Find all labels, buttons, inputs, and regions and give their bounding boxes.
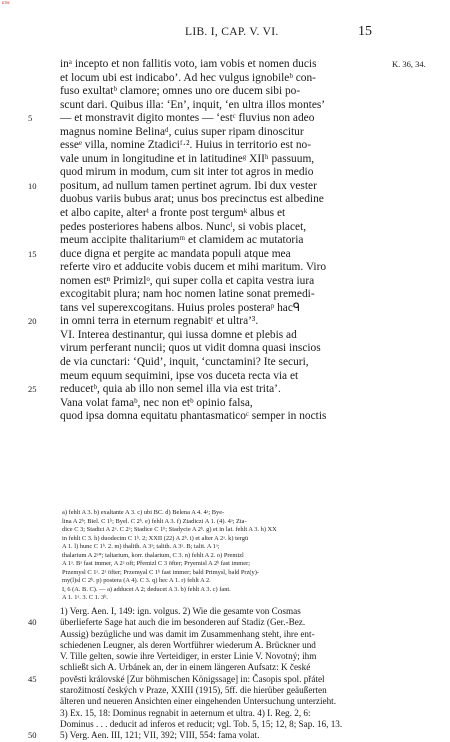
note-text: älteren und neueren Ansichten einer eingehenden Untersuchung unterzieht. [60, 696, 337, 707]
main-text [28, 58, 426, 424]
line-text: inᵃ incepto et non fallitis voto, iam vobis et nomen ducis [60, 58, 317, 70]
line-text: et albo capite, alterⁱ a fronte post tergumᵏ albus et [60, 207, 286, 220]
line-text: — et monstravit digito montes — ‘estᶜ fluvius non adeo [60, 112, 315, 125]
line-text: reducetᵇ, quia ab illo non semel illa via est trita’. [60, 383, 281, 396]
line-number: 40 [28, 617, 37, 628]
running-header [0, 26, 450, 42]
text-line [28, 383, 380, 397]
line-number: 45 [28, 673, 37, 684]
text-line [60, 397, 380, 411]
note-text: 1) Verg. Aen. I, 149: ign. volgus. 2) Wie die gesamte von Cosmas [60, 606, 301, 616]
note-text: schließt sich A. Urbánek an, der in einem längeren Aufsatz: K české [60, 662, 311, 673]
apparatus-line: my(l)sl C 2ᵇ. p) postera (A 4). C 3. q) hec A 1. r) fehlt A 2. [62, 577, 211, 585]
text-line [60, 275, 380, 289]
note-line [28, 617, 390, 628]
line-text: VI. Interea destinantur, qui iussa domne et plebis ad [60, 328, 297, 341]
line-text: nomen estⁿ Primizlᵒ, qui super colla et capita vestra iura [60, 274, 315, 287]
text-line [60, 153, 380, 167]
text-line [60, 329, 380, 343]
line-number: 20 [28, 316, 37, 327]
text-line [28, 247, 380, 262]
apparatus-line: dice C 3; Stadici A 2ᵃ. C 2ᵃ; Stadice C 1ᵇ; Stadycie A 2ᵇ. g) et in lat. fehlt A 3. h) XX [62, 526, 277, 534]
text-line [60, 410, 380, 424]
line-text: magnus nomine Belinaᵈ, cuius super ripam dinoscitur [60, 125, 304, 138]
line-text: quod mirum in modum, cum sit inter tot agros in medio [60, 166, 314, 179]
line-number: 10 [28, 180, 37, 191]
line-text: pedes posteriores habens albos. Nuncˡ, si vobis placet, [60, 220, 307, 233]
text-line [60, 193, 380, 207]
note-text: starožitností českých v Praze, XXIII (1915), 5ff. die hierüber geäußerten [60, 685, 327, 696]
note-line [60, 685, 390, 696]
line-number: 15 [28, 248, 37, 259]
line-text: in omni terra in eternum regnabitʳ et ultra’³. [60, 315, 259, 328]
note-line [60, 629, 390, 640]
text-line [60, 139, 380, 153]
line-number: 50 [28, 730, 37, 741]
note-line [60, 719, 390, 730]
text-line [60, 234, 380, 248]
note-text: Aussig) bezügliche und was damit im Zusammenhang steht, ihre ent- [60, 628, 315, 639]
note-text: überlieferte Sage hat auch die im besonderen auf Stadiz (Ger.-Bez. [60, 617, 306, 628]
text-line [60, 58, 426, 72]
note-line [60, 640, 390, 651]
line-text: excogitabit plura; nam hoc nomen latine sonat premedi- [60, 288, 315, 301]
line-text: virum perferant nuncii; quos ut vidit domna quasi inscios [60, 342, 321, 355]
apparatus-line: A 1ᵃ. Bᵃ fast immer, A 2ᵃ oft; Přemizl C 3 öfter; Pryemisl A 2ᵇ fast immer; [62, 560, 251, 568]
note-line [28, 730, 390, 741]
apparatus-line: A 1. l) hunc C 1ᵇ. 2. m) thalith. A 3ᵃ; talith. A 3ᵃ. B; talit. A 1ᵃ; [62, 543, 220, 551]
line-number: 5 [28, 113, 33, 124]
apparatus-line: A 1. 1ᵃ. 3. C 1. 3ᵇ. [62, 594, 108, 602]
text-line [60, 126, 380, 140]
text-line [60, 288, 380, 302]
text-line [60, 261, 380, 275]
text-line [60, 72, 380, 86]
apparatus-line: thalarium A 2ᵃ*; taltarium, korr. thalarium, C 3. n) fehlt A 2. o) Premizl [62, 551, 244, 559]
apparatus-line: a) fehlt A 3. b) exaltante A 3. c) ubi BC. d) Belena A 4. 4ᵃ; Bye- [62, 509, 225, 516]
text-line [60, 370, 380, 384]
note-text: Dominus . . . deducit ad inferos et reducit; vgl. Tob. 5, 15; 12, 8; Sap. 16, 13. [60, 718, 343, 729]
margin-reference: K. 36, 34. [392, 59, 426, 69]
text-line [60, 342, 380, 356]
text-line [60, 207, 380, 221]
line-text: referte viro et adducite vobis ducem et mihi maritum. Viro [60, 261, 327, 274]
line-text: duce digna et pergite ac mandata populi atque mea [60, 247, 291, 260]
line-text: meum accipite thalitariumᵐ et clamidem ac mutatoria [60, 234, 304, 247]
text-line [28, 315, 380, 329]
line-text: duobus variis bubus arat; unus bos precinctus est albedine [60, 193, 324, 206]
text-line [60, 166, 380, 180]
apparatus-line: Przemysl C 1ᵃ. 2ᵃ öfter; Przemyal C 1ᵇ fast immer; bald Primysl, bald Prz(y)- [62, 568, 259, 576]
apparatus-line: lina A 2ᵇ; Biel. C 1ᵇ; Byel. C 2ᵇ. e) fehlt A 3. f) Ztadiczi A 1. (4). 4ᵃ; Zta- [62, 517, 247, 525]
text-line [60, 99, 380, 113]
note-line [60, 651, 390, 662]
line-text: quod ipsa domna equitatu phantasmaticoᶜ semper in noctis [60, 410, 327, 423]
line-text: et locum ubi est indicabo’. Ad hec vulgus ignobileᵇ con- [60, 71, 316, 84]
note-line [28, 673, 390, 685]
text-line [60, 85, 380, 99]
note-text: schiedenen Leugner, als deren Wortführer wiederum A. Brückner und [60, 639, 316, 650]
apparatus-line: I, 6 (A. B. C). — a) adducet A 2; deducet A 3. b) fehlt A 3. c) fant. [62, 585, 231, 593]
text-line [28, 179, 380, 194]
note-text: V. Tille gelten, sowie ihre Verteidiger, in erster Linie V. Novotný; ihm [60, 651, 317, 662]
line-text: de via cunctari: ‘Quid’, inquit, ‘cunctamini? Ite securi, [60, 356, 309, 369]
text-line [60, 302, 380, 316]
line-text: meum equum sequimini, ipse vos duceta recta via et [60, 369, 299, 382]
corner-mark: ᴇᴛᴍ [2, 1, 10, 6]
page-number: 15 [358, 24, 372, 39]
line-number: 25 [28, 384, 37, 395]
note-line [60, 696, 390, 707]
line-text: Vana volat famaᵇ, nec non etᵇ opinio falsa, [60, 396, 253, 409]
text-line [60, 221, 380, 235]
note-text: 3) Ex. 15, 18: Dominus regnabit in aeternum et ultra. 4) I. Reg. 2, 6: [60, 707, 311, 718]
note-line [60, 606, 390, 617]
line-text: scunt dari. Quibus illa: ‘En’, inquit, ‘en ultra illos montes’ [60, 98, 326, 111]
line-text: tans vel superexcogitans. Huius proles posteraᵖ hacᑫ [60, 301, 301, 314]
note-line [60, 662, 390, 673]
line-text: positum, ad nullum tamen pertinet agrum. Ibi dux vester [60, 179, 317, 192]
text-line [28, 112, 380, 126]
line-text: fuso exultatᵇ clamore; omnes uno ore ducem sibi po- [60, 85, 301, 98]
line-text: vale unum in longitudine et in latitudineᵍ XIIʰ passuum, [60, 152, 315, 165]
note-text: 5) Verg. Aen. III, 121; VII, 392; VIII, 554: fama volat. [60, 730, 260, 741]
critical-apparatus [62, 509, 392, 603]
note-line [60, 708, 390, 719]
note-text: pověsti královské [Zur böhmischen Königssage] in: Časopis spol. přátel [60, 673, 325, 684]
running-title: LIB. I, CAP. V. VI. [185, 26, 279, 38]
apparatus-line: in fehlt C 3. h) duodecim C 1ᵇ. 2; XXII (22) A 2ᵇ. i) et alter A 2ᵃ. k) tergū [62, 534, 249, 542]
line-text: esseᵉ villa, nomine Ztadiciᶠ·². Huius in territorio est no- [60, 139, 312, 152]
text-line [60, 356, 380, 370]
footnotes [28, 606, 390, 742]
